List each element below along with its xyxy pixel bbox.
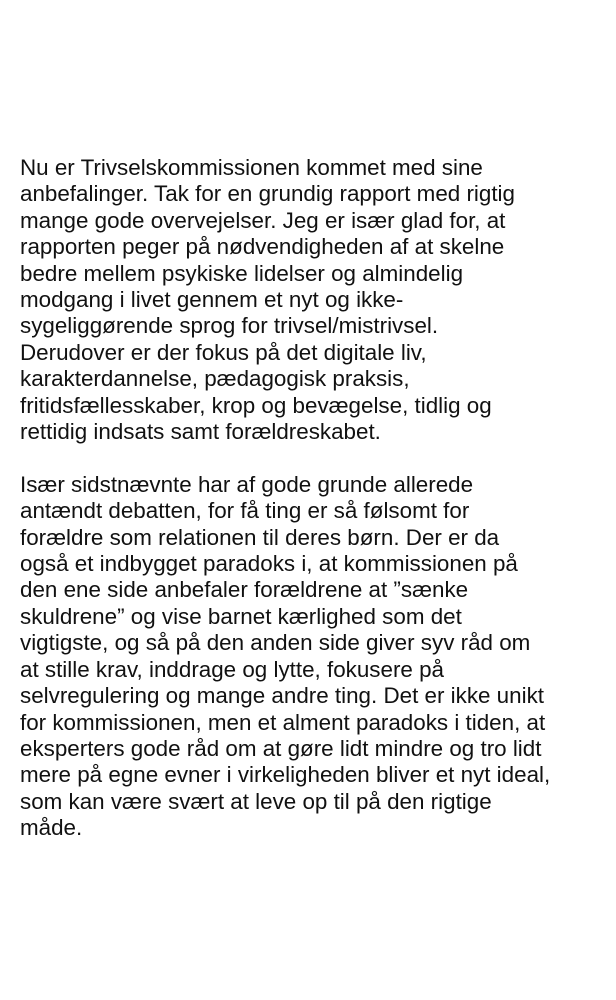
paragraph-2: Især sidstnævnte har af gode grunde allerede antændt debatten, for få ting er så følsomt for forældre som relationen til deres børn. Der er da også et indbygget paradoks i, at kommissionen på den ene side anbefaler forældrene at ”sænke skuldrene” og vise barnet kærlighed som det vigtigste, og så på den anden side giver syv råd om at stille krav, inddrage og lytte, fokusere på selvregulering og mange andre ting. Det er ikke unikt for kommissionen, men et alment paradoks i tiden, at eksperters gode råd om at gøre lidt mindre og tro lidt mere på egne evner i virkeligheden bliver et nyt ideal, som kan være svært at leve op til på den rigtige måde. xyxy=(20,471,551,841)
paragraph-1: Nu er Trivselskommissionen kommet med sine anbefalinger. Tak for en grundig rapport med rigtig mange gode overvejelser. Jeg er især glad for, at rapporten peger på nødvendigheden af at skelne bedre mellem psykiske lidelser og almindelig modgang i livet gennem et nyt og ikke- sygeliggørende sprog for trivsel/mistrivsel. Derudover er der fokus på det digitale liv, karakterdannelse, pædagogisk praksis, fritidsfællesskaber, krop og bevægelse, tidlig og rettidig indsats samt forældreskabet. xyxy=(20,155,515,445)
note-body[interactable] xyxy=(20,155,604,868)
